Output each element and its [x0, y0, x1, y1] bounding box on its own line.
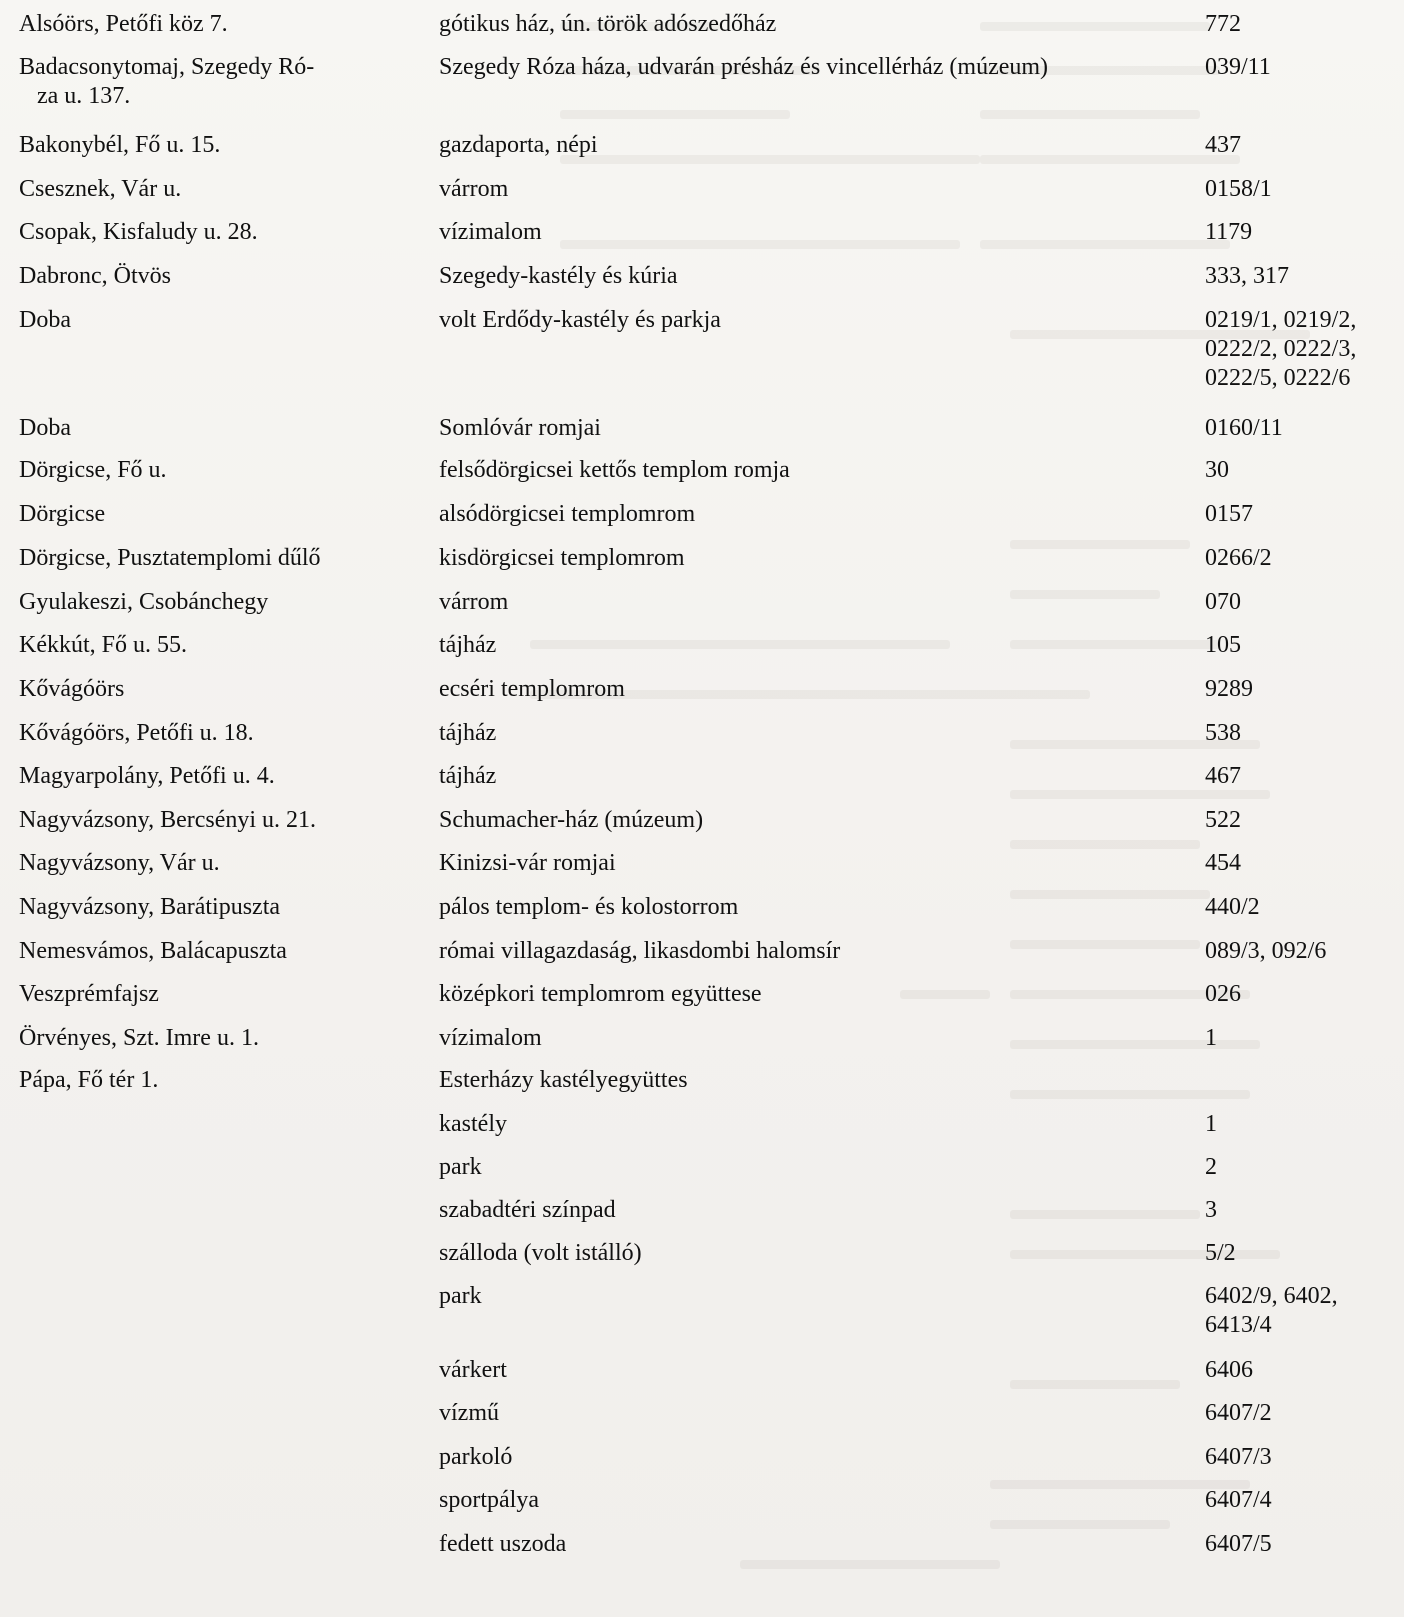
- description-text: Szegedy Róza háza, udvarán présház és vincellérház (múzeum): [439, 54, 1049, 80]
- description-cell: [439, 1443, 1179, 1472]
- description-text: sportpálya: [439, 1487, 539, 1513]
- lot-number-text: 1: [1205, 1025, 1217, 1051]
- location-cell: [19, 456, 389, 485]
- lot-number-text: 6407/4: [1205, 1487, 1272, 1513]
- description-cell: [439, 1486, 1179, 1515]
- description-cell: [439, 53, 1179, 82]
- lot-number-cell: [1205, 849, 1395, 878]
- description-text: Szegedy-kastély és kúria: [439, 263, 678, 289]
- description-cell: [439, 544, 1179, 573]
- description-text: tájház: [439, 763, 497, 789]
- location-cell: [19, 675, 389, 704]
- lot-number-text: 467: [1205, 763, 1241, 789]
- lot-number-cell: [1205, 456, 1395, 485]
- lot-number-cell: [1205, 675, 1395, 704]
- lot-number-text: 2: [1205, 1154, 1217, 1180]
- lot-number-cell: [1205, 1356, 1395, 1385]
- lot-number-cell: [1205, 1486, 1395, 1515]
- description-text: pálos templom- és kolostorrom: [439, 894, 739, 920]
- location-text: Badacsonytomaj, Szegedy Ró-: [19, 54, 315, 80]
- description-cell: [439, 1153, 1179, 1182]
- location-cell: [19, 588, 389, 617]
- location-text: Nagyvázsony, Barátipuszta: [19, 894, 281, 920]
- description-text: park: [439, 1283, 482, 1309]
- lot-number-cell: [1205, 1024, 1395, 1053]
- lot-number-text: 6407/3: [1205, 1444, 1272, 1470]
- location-cell: [19, 131, 389, 160]
- description-cell: [439, 500, 1179, 529]
- description-text: tájház: [439, 720, 497, 746]
- description-text: park: [439, 1154, 482, 1180]
- lot-number-text: 437: [1205, 132, 1241, 158]
- lot-number-cell: [1205, 1399, 1395, 1428]
- description-cell: [439, 1399, 1179, 1428]
- location-cell: [19, 175, 389, 204]
- description-text: vízimalom: [439, 219, 542, 245]
- location-cell: [19, 1024, 389, 1053]
- location-cell: [19, 893, 389, 922]
- lot-number-cell: [1205, 980, 1395, 1009]
- lot-number-text: 6407/5: [1205, 1531, 1272, 1557]
- location-text: Nagyvázsony, Vár u.: [19, 850, 220, 876]
- lot-number-text: 772: [1205, 11, 1241, 37]
- location-text: Dörgicse: [19, 501, 106, 527]
- description-cell: [439, 1024, 1179, 1053]
- description-cell: [439, 262, 1179, 291]
- description-cell: [439, 1066, 1179, 1095]
- location-cell: [19, 306, 389, 335]
- location-text: Dabronc, Ötvös: [19, 263, 171, 289]
- lot-number-cell: [1205, 175, 1395, 204]
- lot-number-text: 105: [1205, 632, 1241, 658]
- lot-number-text: 440/2: [1205, 894, 1260, 920]
- lot-number-cell: [1205, 218, 1395, 247]
- description-cell: [439, 456, 1179, 485]
- description-text: gótikus ház, ún. török adószedőház: [439, 11, 777, 37]
- description-cell: [439, 175, 1179, 204]
- location-cell: [19, 762, 389, 791]
- lot-number-text: 0157: [1205, 501, 1253, 527]
- lot-number-text: 0222/2, 0222/3,: [1205, 336, 1357, 362]
- lot-number-text: 333, 317: [1205, 263, 1289, 289]
- bleed-through-mark: [990, 1520, 1170, 1529]
- description-cell: [439, 719, 1179, 748]
- description-cell: [439, 806, 1179, 835]
- description-cell: [439, 10, 1179, 39]
- lot-number-cell: [1205, 1443, 1395, 1472]
- lot-number-text: 6413/4: [1205, 1312, 1272, 1338]
- lot-number-cell: [1205, 937, 1395, 966]
- bleed-through-mark: [560, 110, 790, 119]
- description-text: Somlóvár romjai: [439, 415, 601, 441]
- lot-number-cell: [1205, 1110, 1395, 1139]
- lot-number-text: 089/3, 092/6: [1205, 938, 1327, 964]
- description-text: kisdörgicsei templomrom: [439, 545, 685, 571]
- lot-number-cell: [1205, 762, 1395, 791]
- lot-number-cell: [1205, 806, 1395, 835]
- location-text: Veszprémfajsz: [19, 981, 159, 1007]
- description-text: tájház: [439, 632, 497, 658]
- location-text: Csopak, Kisfaludy u. 28.: [19, 219, 258, 245]
- lot-number-text: 0160/11: [1205, 415, 1283, 441]
- description-text: középkori templomrom együttese: [439, 981, 762, 1007]
- description-text: kastély: [439, 1111, 507, 1137]
- lot-number-text: 0266/2: [1205, 545, 1272, 571]
- location-text: Bakonybél, Fő u. 15.: [19, 132, 221, 158]
- description-cell: [439, 980, 1179, 1009]
- lot-number-text: 30: [1205, 457, 1229, 483]
- description-text: szálloda (volt istálló): [439, 1240, 642, 1266]
- description-cell: [439, 1530, 1179, 1559]
- lot-number-cell: [1205, 10, 1395, 39]
- description-text: gazdaporta, népi: [439, 132, 598, 158]
- description-text: volt Erdődy-kastély és parkja: [439, 307, 721, 333]
- location-text: Dörgicse, Pusztatemplomi dűlő: [19, 545, 321, 571]
- location-cell: [19, 53, 389, 111]
- lot-number-cell: [1205, 631, 1395, 660]
- location-cell: [19, 631, 389, 660]
- bleed-through-mark: [1010, 840, 1200, 849]
- lot-number-cell: [1205, 53, 1395, 82]
- location-cell: [19, 500, 389, 529]
- location-cell: [19, 262, 389, 291]
- description-text: parkoló: [439, 1444, 513, 1470]
- location-cell: [19, 937, 389, 966]
- description-cell: [439, 1110, 1179, 1139]
- description-text: várrom: [439, 176, 509, 202]
- lot-number-cell: [1205, 306, 1395, 393]
- description-text: várkert: [439, 1357, 507, 1383]
- location-cell: [19, 1066, 389, 1095]
- lot-number-text: 6402/9, 6402,: [1205, 1283, 1338, 1309]
- description-cell: [439, 893, 1179, 922]
- bleed-through-mark: [980, 110, 1200, 119]
- lot-number-text: 454: [1205, 850, 1241, 876]
- lot-number-cell: [1205, 414, 1395, 443]
- description-cell: [439, 1239, 1179, 1268]
- description-cell: [439, 1282, 1179, 1311]
- location-text: Csesznek, Vár u.: [19, 176, 182, 202]
- lot-number-text: 0222/5, 0222/6: [1205, 365, 1351, 391]
- lot-number-cell: [1205, 131, 1395, 160]
- description-cell: [439, 131, 1179, 160]
- location-text: Kővágóörs, Petőfi u. 18.: [19, 720, 254, 746]
- location-text: Gyulakeszi, Csobánchegy: [19, 589, 269, 615]
- lot-number-text: 9289: [1205, 676, 1253, 702]
- location-cell: [19, 719, 389, 748]
- location-cell: [19, 414, 389, 443]
- bleed-through-mark: [740, 1560, 1000, 1569]
- lot-number-text: 538: [1205, 720, 1241, 746]
- lot-number-cell: [1205, 500, 1395, 529]
- description-cell: [439, 588, 1179, 617]
- lot-number-cell: [1205, 1239, 1395, 1268]
- lot-number-text: 3: [1205, 1197, 1217, 1223]
- description-cell: [439, 849, 1179, 878]
- description-cell: [439, 218, 1179, 247]
- description-text: Esterházy kastélyegyüttes: [439, 1067, 688, 1093]
- description-text: fedett uszoda: [439, 1531, 567, 1557]
- lot-number-cell: [1205, 1282, 1395, 1340]
- location-text: Magyarpolány, Petőfi u. 4.: [19, 763, 275, 789]
- description-cell: [439, 306, 1179, 335]
- lot-number-text: 0219/1, 0219/2,: [1205, 307, 1357, 333]
- lot-number-cell: [1205, 1530, 1395, 1559]
- location-text: Doba: [19, 415, 71, 441]
- location-text: Pápa, Fő tér 1.: [19, 1067, 159, 1093]
- description-text: Schumacher-ház (múzeum): [439, 807, 704, 833]
- location-cell: [19, 544, 389, 573]
- bleed-through-mark: [1010, 790, 1270, 799]
- description-cell: [439, 1356, 1179, 1385]
- location-text: Nagyvázsony, Bercsényi u. 21.: [19, 807, 317, 833]
- lot-number-text: 0158/1: [1205, 176, 1272, 202]
- location-text: Doba: [19, 307, 71, 333]
- lot-number-cell: [1205, 719, 1395, 748]
- lot-number-text: 6407/2: [1205, 1400, 1272, 1426]
- description-text: szabadtéri színpad: [439, 1197, 616, 1223]
- description-cell: [439, 675, 1179, 704]
- lot-number-text: 070: [1205, 589, 1241, 615]
- description-text: várrom: [439, 589, 509, 615]
- location-cell: [19, 980, 389, 1009]
- description-cell: [439, 1196, 1179, 1225]
- description-text: ecséri templomrom: [439, 676, 625, 702]
- description-cell: [439, 631, 1179, 660]
- location-text: Alsóörs, Petőfi köz 7.: [19, 11, 228, 37]
- location-text: Kékkút, Fő u. 55.: [19, 632, 187, 658]
- lot-number-text: 039/11: [1205, 54, 1271, 80]
- lot-number-text: 1179: [1205, 219, 1253, 245]
- description-text: vízimalom: [439, 1025, 542, 1051]
- location-text: za u. 137.: [37, 83, 131, 109]
- description-text: alsódörgicsei templomrom: [439, 501, 696, 527]
- lot-number-text: 1: [1205, 1111, 1217, 1137]
- lot-number-text: 522: [1205, 807, 1241, 833]
- lot-number-cell: [1205, 1153, 1395, 1182]
- description-text: vízmű: [439, 1400, 499, 1426]
- location-text: Örvényes, Szt. Imre u. 1.: [19, 1025, 259, 1051]
- lot-number-text: 6406: [1205, 1357, 1253, 1383]
- location-cell: [19, 10, 389, 39]
- location-text: Kővágóörs: [19, 676, 125, 702]
- description-cell: [439, 414, 1179, 443]
- lot-number-cell: [1205, 588, 1395, 617]
- location-text: Dörgicse, Fő u.: [19, 457, 167, 483]
- location-text: Nemesvámos, Balácapuszta: [19, 938, 287, 964]
- location-cell: [19, 218, 389, 247]
- lot-number-cell: [1205, 1196, 1395, 1225]
- description-cell: [439, 937, 1179, 966]
- lot-number-cell: [1205, 893, 1395, 922]
- description-text: Kinizsi-vár romjai: [439, 850, 616, 876]
- lot-number-cell: [1205, 544, 1395, 573]
- description-text: római villagazdaság, likasdombi halomsír: [439, 938, 841, 964]
- description-cell: [439, 762, 1179, 791]
- location-cell: [19, 849, 389, 878]
- lot-number-cell: [1205, 262, 1395, 291]
- description-text: felsődörgicsei kettős templom romja: [439, 457, 790, 483]
- lot-number-text: 026: [1205, 981, 1241, 1007]
- lot-number-text: 5/2: [1205, 1240, 1236, 1266]
- location-cell: [19, 806, 389, 835]
